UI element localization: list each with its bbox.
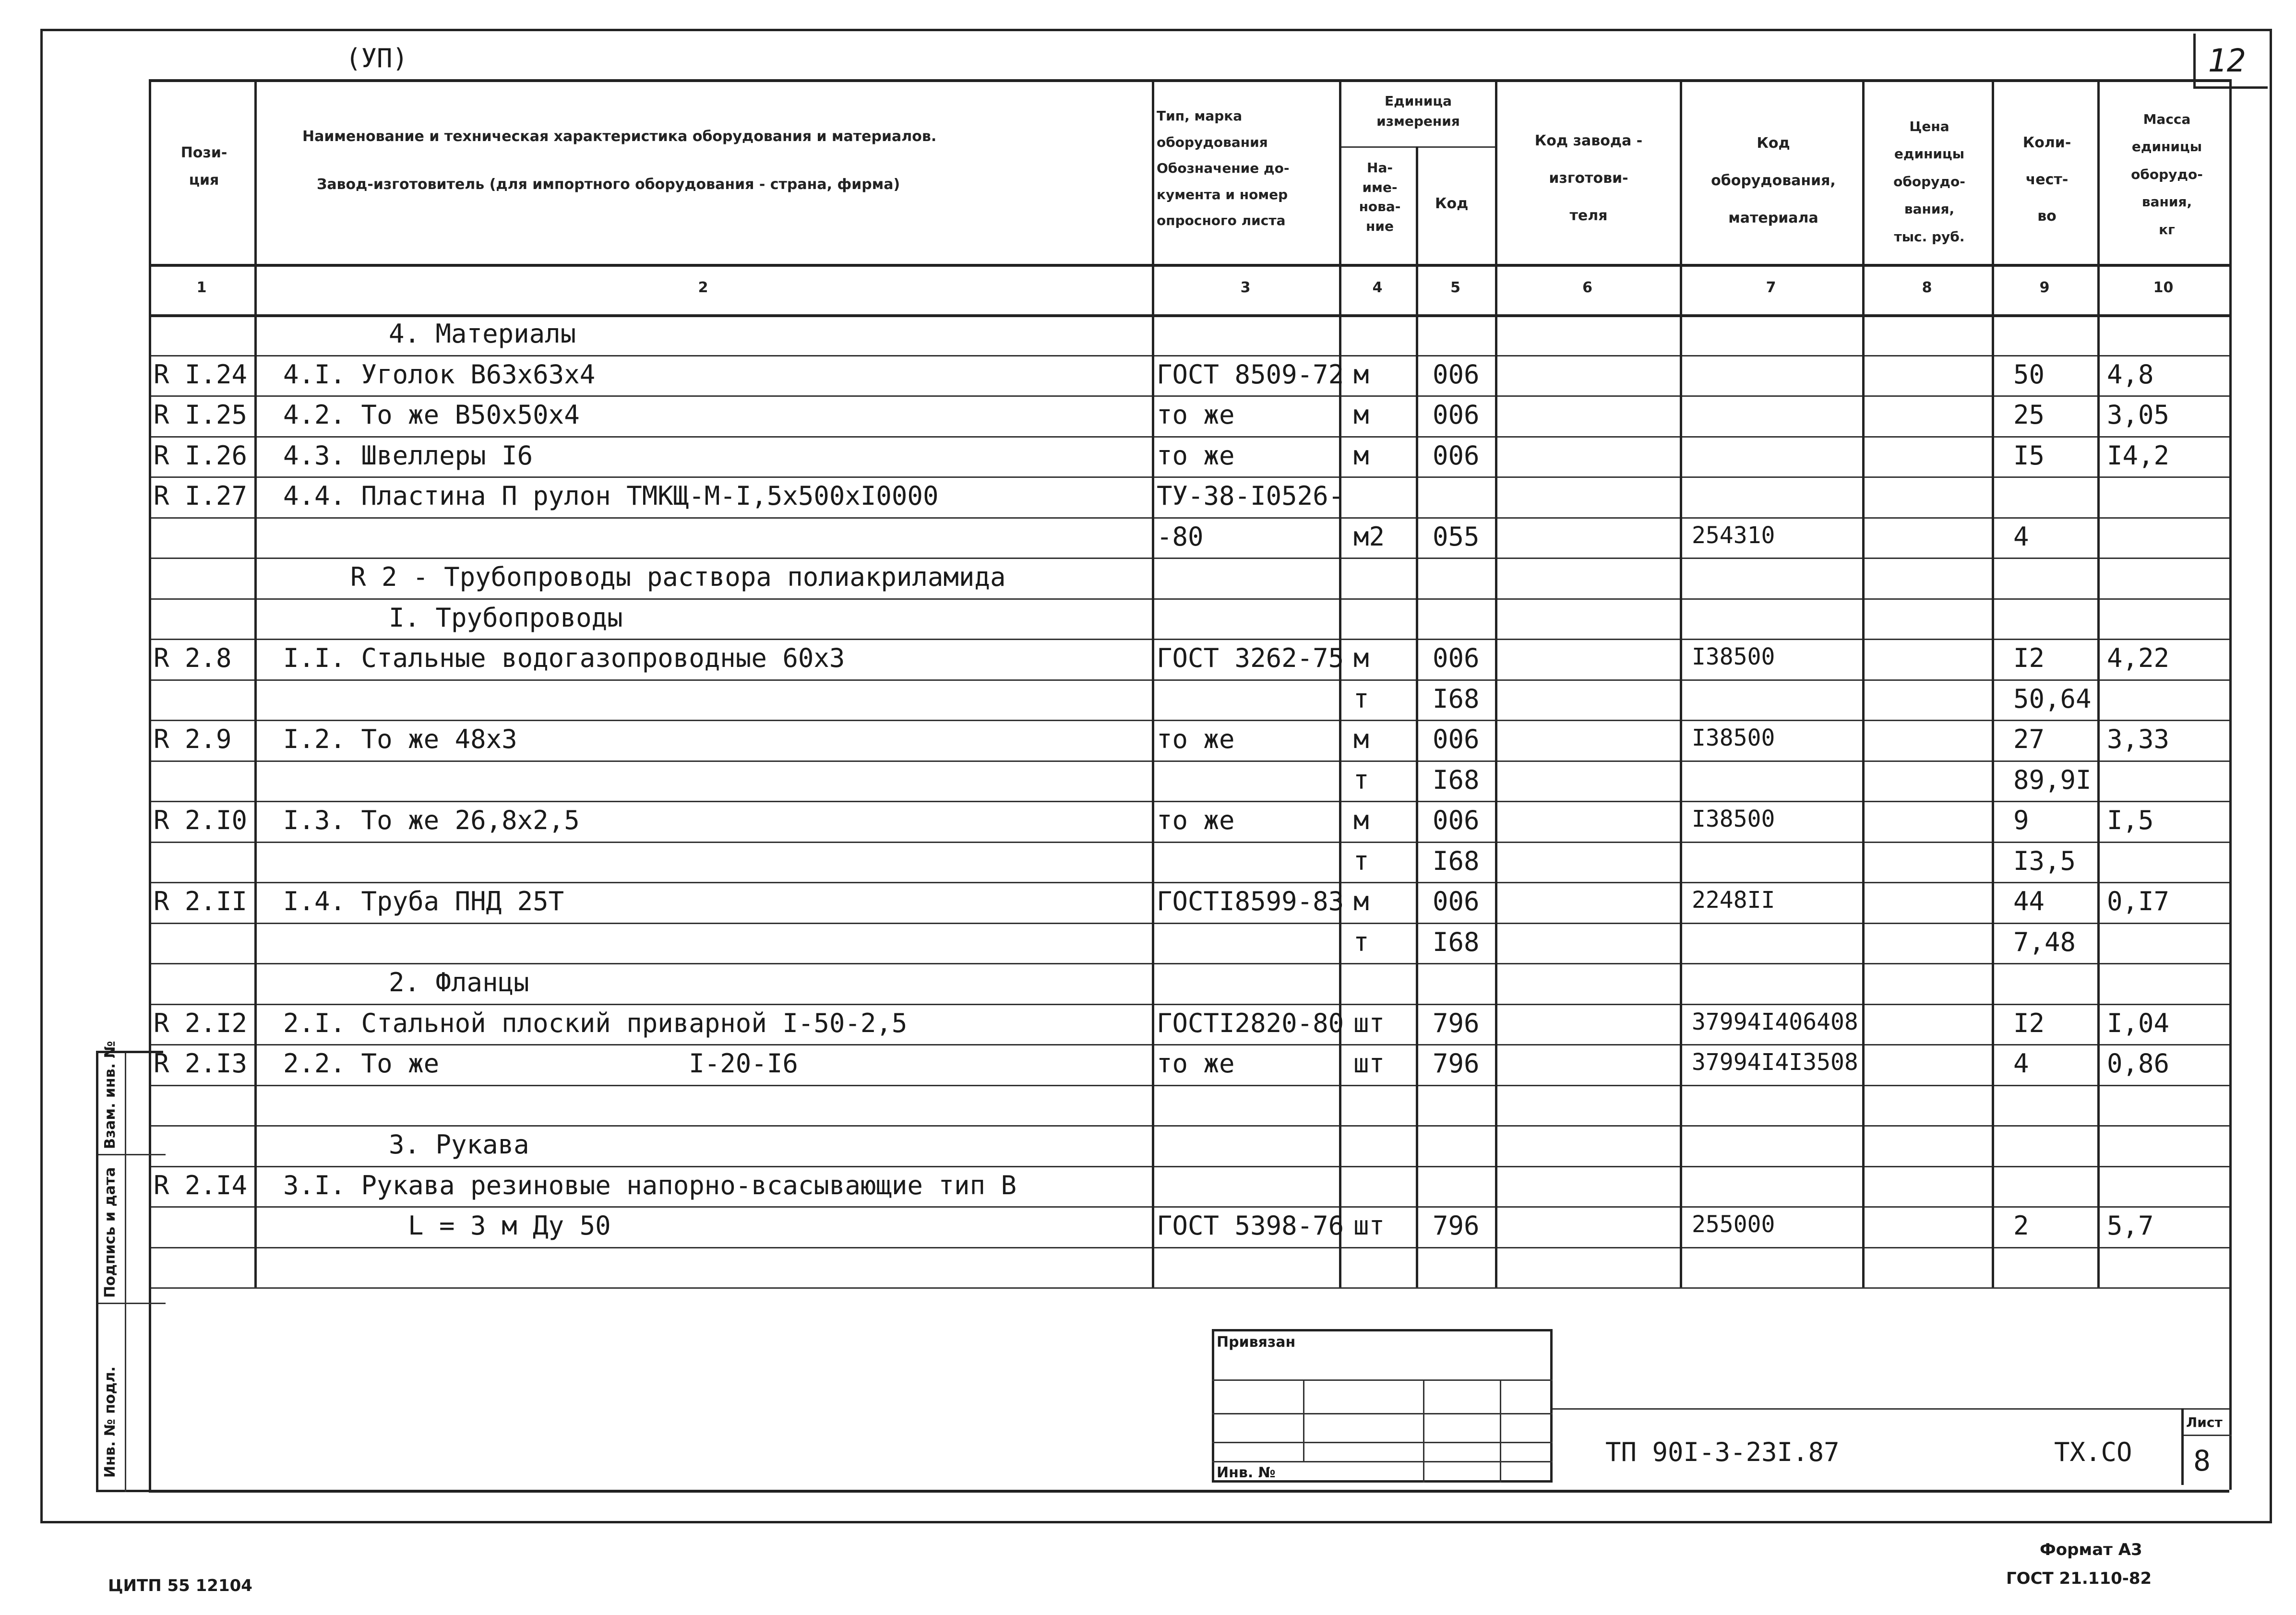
cell-material-code: I38500 — [1692, 643, 1775, 670]
cell-material-code: 255000 — [1692, 1211, 1775, 1238]
header-line: единицы — [2131, 139, 2202, 155]
cell-name: I.3. То же 26,8х2,5 — [283, 805, 580, 835]
cell-quantity: 9 — [2013, 805, 2029, 835]
cell-unit: м — [1353, 805, 1369, 835]
cell-material-code: 2248II — [1692, 887, 1775, 914]
cell-unit: м — [1353, 359, 1369, 390]
header-line: опросного листа — [1157, 213, 1286, 229]
top-label: (УП) — [346, 43, 408, 73]
cell-position: R 2.II — [154, 886, 248, 916]
column-divider — [1992, 79, 1994, 1287]
cell-quantity: I3,5 — [2013, 845, 2076, 876]
header-line: Единица — [1385, 93, 1452, 109]
header-line: име- — [1362, 179, 1398, 195]
column-divider — [1339, 79, 1341, 1287]
cell-mass: 3,05 — [2107, 400, 2170, 430]
row-divider — [149, 842, 2229, 843]
header-line: кумента и номер — [1157, 186, 1288, 202]
header-name-1: Наименование и техническая характеристика оборудования и материалов. — [302, 128, 937, 145]
cell-unit-code: 796 — [1433, 1008, 1480, 1038]
cell-unit-code: I68 — [1433, 926, 1480, 957]
row-divider — [149, 882, 2229, 883]
header-line: вания, — [2141, 194, 2192, 210]
cell-name: 2.I. Стальной плоский приварной I-50-2,5 — [283, 1008, 908, 1038]
column-divider — [1680, 79, 1682, 1287]
corner-number: 12 — [2208, 42, 2246, 79]
cell-quantity: 50,64 — [2013, 683, 2092, 714]
cell-unit-code: 006 — [1433, 359, 1480, 390]
header-line: оборудо- — [2131, 166, 2203, 182]
cell-document: то же — [1157, 724, 1235, 754]
header-line: Код — [1757, 135, 1790, 152]
cell-name: 3.I. Рукава резиновые напорно-всасывающие тип В — [283, 1170, 1017, 1200]
cell-quantity: 89,9I — [2013, 764, 2092, 795]
cell-unit-code: 006 — [1433, 440, 1480, 471]
column-number: 9 — [2039, 279, 2050, 296]
header-line: Масса — [2143, 111, 2191, 127]
cell-unit-code: 006 — [1433, 724, 1480, 754]
header-line: чест- — [2025, 171, 2069, 188]
cell-mass: 0,I7 — [2107, 886, 2170, 916]
header-line: изготови- — [1549, 170, 1628, 187]
cell-quantity: 50 — [2013, 359, 2045, 390]
header-line: ние — [1366, 218, 1394, 234]
row-divider — [149, 1085, 2229, 1086]
column-divider — [2097, 79, 2100, 1287]
cell-name: 4.2. То же В50х50х4 — [283, 400, 580, 430]
row-divider — [149, 760, 2229, 762]
cell-unit: м — [1353, 440, 1369, 471]
cell-name: 4. Материалы — [389, 319, 576, 349]
header-line: оборудо- — [1893, 173, 1965, 190]
column-number: 3 — [1240, 279, 1251, 296]
cell-mass: 4,8 — [2107, 359, 2154, 390]
cell-material-code: 254310 — [1692, 522, 1775, 549]
cell-position: R I.27 — [154, 481, 248, 511]
cell-unit-code: I68 — [1433, 764, 1480, 795]
row-divider — [149, 720, 2229, 721]
cell-mass: I4,2 — [2107, 440, 2170, 471]
row-divider — [149, 1125, 2229, 1127]
cell-document: ГОСТI2820-80 — [1157, 1008, 1344, 1038]
cell-mass: 0,86 — [2107, 1048, 2170, 1079]
cell-document: то же — [1157, 400, 1235, 430]
header-pos: Пози- ция — [180, 144, 227, 189]
column-divider — [1495, 79, 1497, 1287]
column-number: 7 — [1766, 279, 1776, 296]
header-line: кг — [2159, 221, 2175, 238]
cell-unit: т — [1353, 926, 1369, 957]
header-line: во — [2037, 208, 2057, 225]
header-material-code — [1685, 125, 1862, 237]
stamp-title-line — [1553, 1408, 2229, 1410]
cell-unit: м — [1353, 643, 1369, 673]
header-line: единицы — [1894, 146, 1965, 162]
row-divider — [149, 1044, 2229, 1045]
cell-material-code: 37994I4I3508 — [1692, 1049, 1858, 1076]
cell-material-code: 37994I406408 — [1692, 1008, 1858, 1035]
header-line: нова- — [1359, 199, 1401, 215]
cell-unit-code: 055 — [1433, 521, 1480, 552]
row-divider — [149, 436, 2229, 438]
cell-material-code: I38500 — [1692, 806, 1775, 832]
row-divider — [149, 598, 2229, 600]
header-line: тыс. руб. — [1894, 228, 1965, 245]
cell-quantity: I5 — [2013, 440, 2045, 471]
cell-mass: 4,22 — [2107, 643, 2170, 673]
cell-name: 4.4. Пластина П рулон ТМКЩ-М-I,5х500хI0000 — [283, 481, 939, 511]
row-divider — [149, 639, 2229, 640]
stamp-sheet-number: 8 — [2193, 1444, 2211, 1478]
cell-unit: м2 — [1353, 521, 1385, 552]
header-line: вания, — [1904, 201, 1955, 217]
column-divider — [1862, 79, 1865, 1287]
cell-unit-code: 796 — [1433, 1048, 1480, 1079]
header-line: На- — [1367, 160, 1393, 176]
stamp-mark: ТХ.СО — [2054, 1437, 2132, 1467]
cell-position: R I.25 — [154, 400, 248, 430]
header-price — [1865, 113, 1994, 250]
column-number: 10 — [2153, 279, 2174, 296]
column-number: 6 — [1582, 279, 1592, 296]
header-factory-code — [1502, 122, 1675, 235]
cell-mass: 5,7 — [2107, 1211, 2154, 1241]
header-unit-code: Код — [1435, 195, 1469, 212]
row-divider — [149, 923, 2229, 924]
header-line: теля — [1569, 207, 1608, 224]
cell-position: R 2.I3 — [154, 1048, 248, 1079]
header-mass — [2102, 106, 2232, 243]
cell-position: R 2.I4 — [154, 1170, 248, 1200]
cell-quantity: I2 — [2013, 643, 2045, 673]
column-divider — [2229, 79, 2232, 1287]
side-label-inv-podl: Инв. № подл. — [102, 1366, 119, 1478]
row-divider — [149, 1206, 2229, 1208]
cell-unit: м — [1353, 886, 1369, 916]
cell-document: ГОСТI8599-83 — [1157, 886, 1344, 916]
cell-name: I.I. Стальные водогазопроводные 60х3 — [283, 643, 845, 673]
row-divider — [149, 355, 2229, 356]
cell-name: R 2 - Трубопроводы раствора полиакриламида — [350, 562, 1006, 592]
column-number: 4 — [1372, 279, 1383, 296]
cell-document: ГОСТ 5398-76 — [1157, 1211, 1344, 1241]
cell-unit-code: 006 — [1433, 886, 1480, 916]
cell-quantity: 2 — [2013, 1211, 2029, 1241]
cell-document: -80 — [1157, 521, 1204, 552]
row-divider — [149, 679, 2229, 681]
cell-name: I. Трубопроводы — [389, 602, 623, 633]
cell-quantity: I2 — [2013, 1008, 2045, 1038]
header-unit-group — [1341, 91, 1495, 131]
header-line: Обозначение до- — [1157, 160, 1290, 177]
header-qty — [1997, 125, 2097, 235]
cell-name: 3. Рукава — [389, 1129, 529, 1160]
stamp-doc-code: ТП 90I-3-23I.87 — [1605, 1437, 1840, 1467]
cell-mass: I,5 — [2107, 805, 2154, 835]
column-divider — [254, 79, 257, 1287]
footer-gost: ГОСТ 21.110-82 — [2006, 1569, 2152, 1588]
stamp-inv-label: Инв. № — [1217, 1464, 1276, 1481]
cell-name: I.2. То же 48х3 — [283, 724, 517, 754]
cell-document: то же — [1157, 1048, 1235, 1079]
cell-unit-code: 006 — [1433, 400, 1480, 430]
cell-document: ГОСТ 8509-72 — [1157, 359, 1344, 390]
cell-position: R I.26 — [154, 440, 248, 471]
cell-position: R 2.9 — [154, 724, 232, 754]
header-bottom-border — [149, 264, 2229, 267]
row-divider — [149, 517, 2229, 519]
cell-unit: т — [1353, 764, 1369, 795]
header-unit-name — [1341, 158, 1418, 236]
stamp-privyazan-label: Привязан — [1217, 1334, 1296, 1351]
number-row-border — [149, 314, 2229, 317]
cell-name: 2.2. То же I-20-I6 — [283, 1048, 798, 1079]
footer-format: Формат А3 — [2040, 1540, 2142, 1559]
cell-position: R 2.8 — [154, 643, 232, 673]
header-line: Коли- — [2022, 134, 2071, 151]
row-divider — [149, 558, 2229, 559]
row-divider — [149, 1287, 2229, 1289]
cell-name: L = 3 м Ду 50 — [408, 1211, 611, 1241]
header-line: материала — [1728, 210, 1818, 226]
cell-unit-code: I68 — [1433, 845, 1480, 876]
cell-document: то же — [1157, 805, 1235, 835]
cell-material-code: I38500 — [1692, 724, 1775, 751]
cell-unit: шт — [1353, 1048, 1385, 1079]
cell-position: R I.24 — [154, 359, 248, 390]
cell-quantity: 4 — [2013, 521, 2029, 552]
cell-unit: шт — [1353, 1211, 1385, 1241]
footer-left: ЦИТП 55 12104 — [108, 1576, 252, 1595]
column-number: 1 — [196, 279, 207, 296]
column-number: 5 — [1450, 279, 1460, 296]
side-label-vzam: Взам. инв. № — [102, 1041, 119, 1149]
header-doc — [1157, 103, 1334, 234]
column-divider — [1152, 79, 1154, 1287]
cell-name: I.4. Труба ПНД 25Т — [283, 886, 564, 916]
cell-mass: I,04 — [2107, 1008, 2170, 1038]
cell-document: ГОСТ 3262-75 — [1157, 643, 1344, 673]
side-label-podpis: Подпись и дата — [102, 1167, 119, 1298]
cell-position: R 2.I0 — [154, 805, 248, 835]
header-line: Цена — [1909, 119, 1949, 134]
cell-unit-code: 796 — [1433, 1211, 1480, 1241]
header-name-2: Завод-изготовитель (для импортного оборудования - страна, фирма) — [317, 176, 900, 193]
stamp-sheet-label: Лист — [2186, 1414, 2223, 1430]
cell-name: 4.I. Уголок В63х63х4 — [283, 359, 596, 390]
row-divider — [149, 476, 2229, 478]
cell-unit: шт — [1353, 1008, 1385, 1038]
cell-name: 2. Фланцы — [389, 967, 529, 998]
cell-unit-code: 006 — [1433, 643, 1480, 673]
column-divider — [1416, 146, 1418, 1287]
cell-mass: 3,33 — [2107, 724, 2170, 754]
table-top-border — [149, 79, 2229, 82]
cell-quantity: 44 — [2013, 886, 2045, 916]
cell-name: 4.3. Швеллеры I6 — [283, 440, 533, 471]
header-line: оборудования, — [1711, 172, 1836, 189]
row-divider — [149, 963, 2229, 964]
cell-quantity: 27 — [2013, 724, 2045, 754]
row-divider — [149, 1004, 2229, 1005]
row-divider — [149, 1247, 2229, 1248]
cell-document: то же — [1157, 440, 1235, 471]
cell-unit-code: I68 — [1433, 683, 1480, 714]
cell-quantity: 7,48 — [2013, 926, 2076, 957]
cell-unit: м — [1353, 724, 1369, 754]
header-line: оборудования — [1157, 134, 1268, 150]
cell-unit: м — [1353, 400, 1369, 430]
cell-quantity: 25 — [2013, 400, 2045, 430]
cell-unit: т — [1353, 845, 1369, 876]
table-bottom-border — [149, 1490, 2229, 1493]
cell-unit: т — [1353, 683, 1369, 714]
header-line: измерения — [1376, 113, 1460, 129]
header-line: Код завода - — [1534, 132, 1643, 149]
row-divider — [149, 801, 2229, 802]
cell-unit-code: 006 — [1433, 805, 1480, 835]
cell-quantity: 4 — [2013, 1048, 2029, 1079]
header-line: Тип, марка — [1157, 108, 1243, 124]
column-number: 2 — [698, 279, 708, 296]
row-divider — [149, 395, 2229, 397]
cell-position: R 2.I2 — [154, 1008, 248, 1038]
cell-document: ТУ-38-I0526- — [1157, 481, 1344, 511]
row-divider — [149, 1166, 2229, 1167]
column-number: 8 — [1922, 279, 1932, 296]
